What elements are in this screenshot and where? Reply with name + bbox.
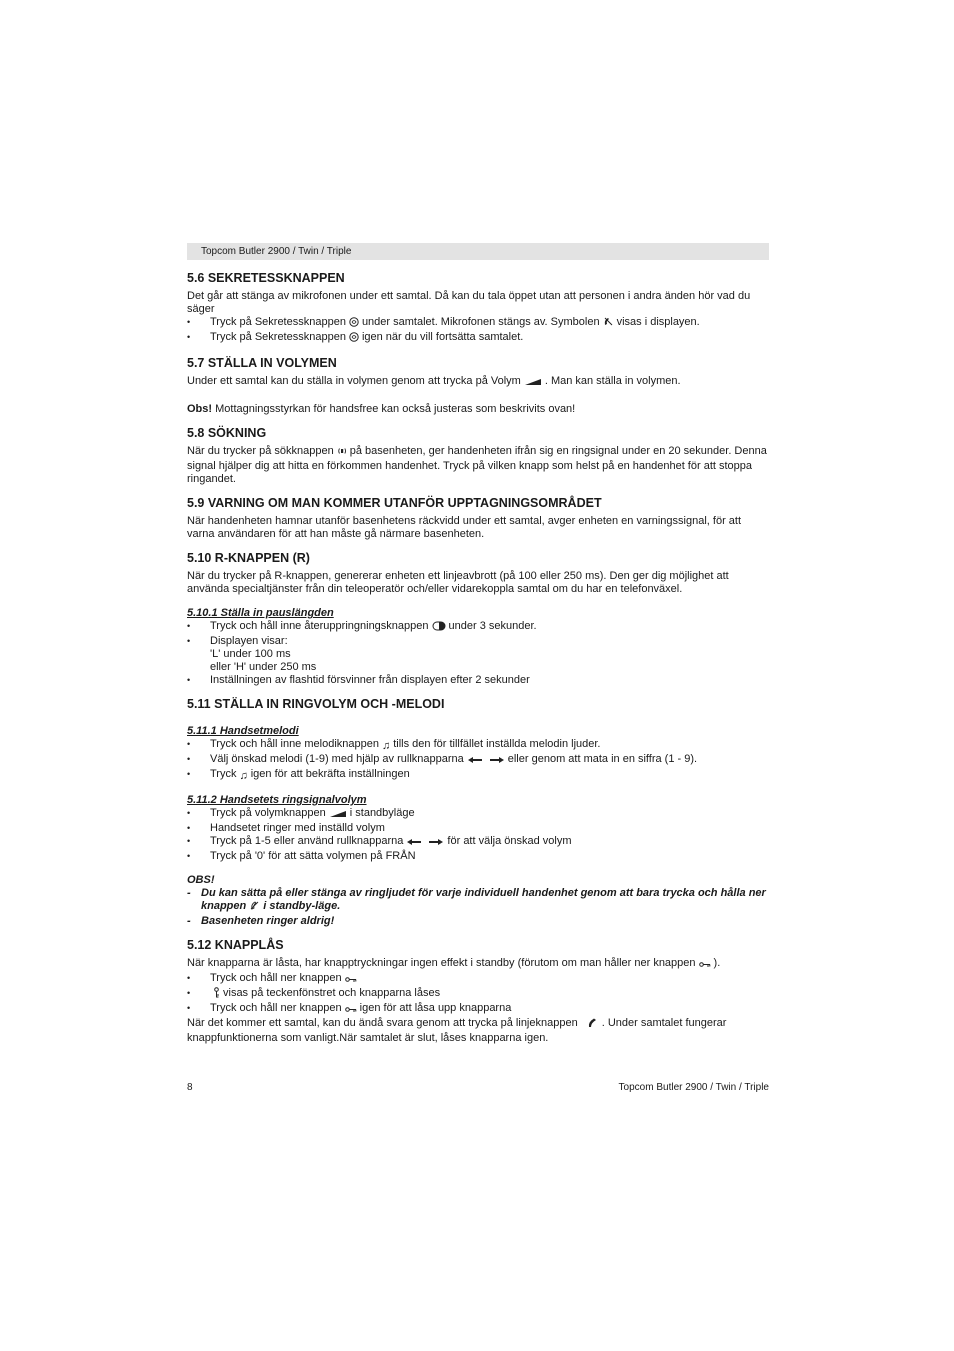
paragraph: Det går att stänga av mikrofonen under ett samtal. Då kan du tala öppet utan att personen i andra änden hör vad du säger (187, 290, 751, 315)
section-5-11 (187, 697, 769, 928)
list-item: • Inställningen av flashtid försvinner från displayen efter 2 sekunder (187, 674, 769, 687)
section-title: 5.10 R-KNAPPEN (R) (187, 551, 310, 565)
list-item: • Välj önskad melodi (1-9) med hjälp av rullknapparna eller genom att mata in en siffra (1 - 9). (187, 753, 769, 768)
list-item: • Tryck på Sekretessknappen under samtalet. Mikrofonen stängs av. Symbolen visas i displayen. (187, 316, 769, 331)
list-item: • Tryck på Sekretessknappen igen när du vill fortsätta samtalet. (187, 331, 769, 346)
section-title: 5.12 KNAPPLÅS (187, 938, 284, 952)
footer-title: Topcom Butler 2900 / Twin / Triple (618, 1082, 769, 1093)
paragraph: När du trycker på sökknappen på basenheten, ger handenheten ifrån sig en ringsignal under en 20 sekunder. Denna signal hjälper dig att hitta en förkommen handenhet. Tryck på vilken knapp som helst på en handenhet för att stoppa ringandet. (187, 445, 767, 485)
mute-icon (349, 332, 359, 346)
paragraph: När knapparna är låsta, har knapptryckningar ingen effekt i standby (förutom om man håller ner knappen ). (187, 957, 769, 972)
section-5-8 (187, 426, 769, 486)
list-item: • Tryck på 1-5 eller använd rullknapparna för att välja önskad volym (187, 835, 769, 850)
page-footer (187, 1082, 769, 1093)
section-5-9 (187, 496, 769, 541)
list-item: • Tryck och håll inne återuppringningsknappen under 3 sekunder. (187, 620, 769, 635)
paragraph: Under ett samtal kan du ställa in volymen genom att trycka på Volym . Man kan ställa in volymen. (187, 375, 769, 390)
page-number: 8 (187, 1082, 193, 1093)
list-item: • Tryck och håll inne melodiknappen ♫ tills den för tillfället inställda melodin ljuder. (187, 738, 769, 753)
volume-icon (329, 809, 347, 822)
header-bar (187, 243, 769, 260)
list-item: • Tryck och håll ner knappen igen för att låsa upp knapparna (187, 1002, 769, 1017)
paragraph: Obs! Mottagningsstyrkan för handsfree kan också justeras som beskrivits ovan! (187, 403, 576, 415)
scroll-right-icon (428, 837, 444, 850)
obs-label: OBS! (187, 874, 215, 886)
note-item: - Basenheten ringer aldrig! (187, 915, 335, 927)
key-icon (345, 974, 357, 987)
melody-icon: ♫ (239, 770, 248, 782)
list-item: • Tryck på '0' för att sätta volymen på FRÅN (187, 850, 769, 863)
section-title: 5.11 STÄLLA IN RINGVOLYM OCH -MELODI (187, 697, 445, 711)
page-content (187, 271, 769, 1055)
list-item: 'L' under 100 ms (210, 648, 291, 660)
section-title: 5.8 SÖKNING (187, 426, 267, 440)
keylock-display-icon (213, 987, 220, 1002)
list-item: • Tryck på volymknappen i standbyläge (187, 807, 769, 822)
key-icon (699, 959, 711, 972)
line-key-icon (587, 1017, 599, 1032)
section-5-12 (187, 938, 769, 1045)
note-item: - Du kan sätta på eller stänga av ringljudet för varje individuell handenhet genom att bara trycka och hålla ner knappen i standby-läge. (187, 887, 769, 915)
list-item: • Handsetet ringer med inställd volym (187, 822, 769, 835)
mute-symbol-icon (603, 316, 614, 331)
redial-icon (432, 621, 446, 635)
section-5-6 (187, 271, 769, 346)
subsection-title: 5.10.1 Ställa in pauslängden (187, 607, 334, 619)
subsection-title: 5.11.1 Handsetmelodi (187, 725, 299, 737)
paging-icon (337, 446, 347, 460)
paragraph: När handenheten hamnar utanför basenhetens räckvidd under ett samtal, avger enheten en varningssignal, för att varna användaren för att han måste gå närmare basenheten. (187, 515, 742, 540)
list-item: • Tryck och håll ner knappen (187, 972, 769, 987)
section-title: 5.6 SEKRETESSKNAPPEN (187, 271, 345, 285)
section-title: 5.7 STÄLLA IN VOLYMEN (187, 356, 337, 370)
header-title: Topcom Butler 2900 / Twin / Triple (201, 246, 352, 257)
section-title: 5.9 VARNING OM MAN KOMMER UTANFÖR UPPTAGNINGSOMRÅDET (187, 496, 602, 510)
section-5-10 (187, 551, 769, 687)
list-item: eller 'H' under 250 ms (210, 661, 317, 673)
list-item: • Tryck ♫ igen för att bekräfta inställningen (187, 768, 769, 783)
paragraph: När det kommer ett samtal, kan du ändå svara genom att trycka på linjeknappen . Under samtalet fungerar knappfunktionerna som vanligt.När samtalet är slut, låses knapparna igen. (187, 1017, 727, 1044)
volume-icon (524, 377, 542, 390)
scroll-left-icon (406, 837, 422, 850)
scroll-left-icon (467, 755, 483, 768)
paragraph: När du trycker på R-knappen, genererar enheten ett linjeavbrott (på 100 eller 250 ms). Den ger dig möjlighet att använda specialtjänster från din teleoperatör och/eller vidarekoppla samtal om du har en telefonväxel. (187, 570, 729, 595)
mute-icon (349, 317, 359, 331)
melody-icon: ♫ (381, 740, 391, 752)
subsection-title: 5.11.2 Handsetets ringsignalvolym (187, 794, 367, 806)
section-5-7 (187, 356, 769, 416)
list-item: • visas på teckenfönstret och knapparna låses (187, 987, 769, 1002)
list-item: • Displayen visar: (187, 635, 769, 648)
scroll-right-icon (489, 755, 505, 768)
ringer-off-icon (249, 900, 260, 915)
key-icon (345, 1004, 357, 1017)
